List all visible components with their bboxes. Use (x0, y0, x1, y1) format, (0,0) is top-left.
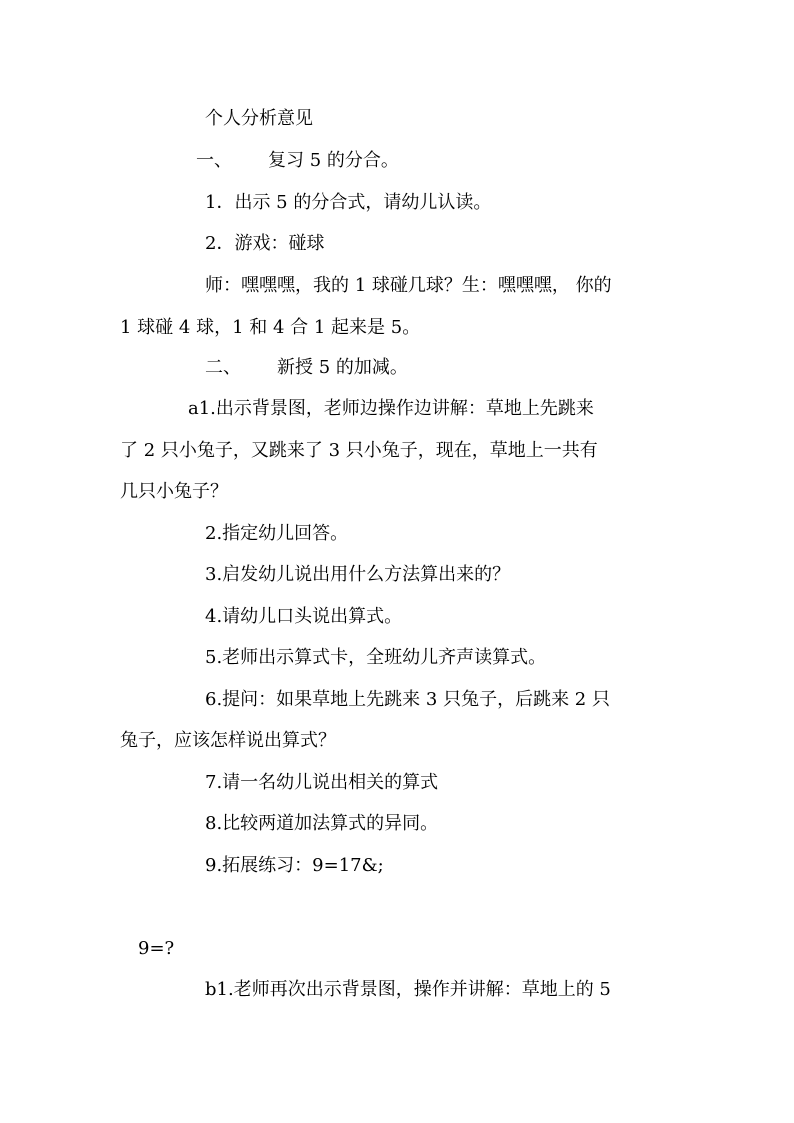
paragraph-line: b1.老师再次出示背景图，操作并讲解：草地上的 5 (205, 979, 611, 1000)
section-title: 复习 5 的分合。 (268, 150, 399, 171)
paragraph-item: 2.指定幼儿回答。 (205, 523, 349, 544)
paragraph-line: 几只小兔子？ (120, 481, 228, 502)
paragraph-line: 1 球碰 4 球，1 和 4 合 1 起来是 5。 (120, 317, 421, 338)
paragraph-item: 4.请幼儿口头说出算式。 (205, 606, 403, 627)
paragraph-line: 6.提问：如果草地上先跳来 3 只兔子，后跳来 2 只 (205, 689, 610, 710)
section-number: 一、 (196, 150, 232, 171)
section-heading-1 (196, 150, 399, 172)
paragraph-item: 3.启发幼儿说出用什么方法算出来的？ (205, 564, 511, 585)
paragraph-line: 兔子，应该怎样说出算式？ (120, 730, 336, 751)
paragraph-item: 7.请一名幼儿说出相关的算式 (205, 772, 439, 793)
paragraph-item: 1．出示 5 的分合式，请幼儿认读。 (205, 192, 492, 213)
paragraph-line: 了 2 只小兔子，又跳来了 3 只小兔子，现在，草地上一共有 (120, 440, 598, 461)
paragraph-line: a1.出示背景图，老师边操作边讲解：草地上先跳来 (188, 398, 594, 419)
paragraph-line: 师：嘿嘿嘿，我的 1 球碰几球？生：嘿嘿嘿， 你的 (205, 275, 612, 296)
paragraph-item: 9.拓展练习：9=17&; (205, 855, 384, 876)
paragraph-item: 2．游戏：碰球 (205, 233, 325, 254)
paragraph-line: 9=? (138, 938, 175, 959)
paragraph-item: 8.比较两道加法算式的异同。 (205, 813, 439, 834)
document-heading: 个人分析意见 (205, 108, 313, 129)
paragraph-item: 5.老师出示算式卡，全班幼儿齐声读算式。 (205, 647, 547, 668)
section-heading-2 (205, 357, 408, 379)
section-number: 二、 (205, 357, 241, 378)
section-title: 新授 5 的加减。 (277, 357, 408, 378)
